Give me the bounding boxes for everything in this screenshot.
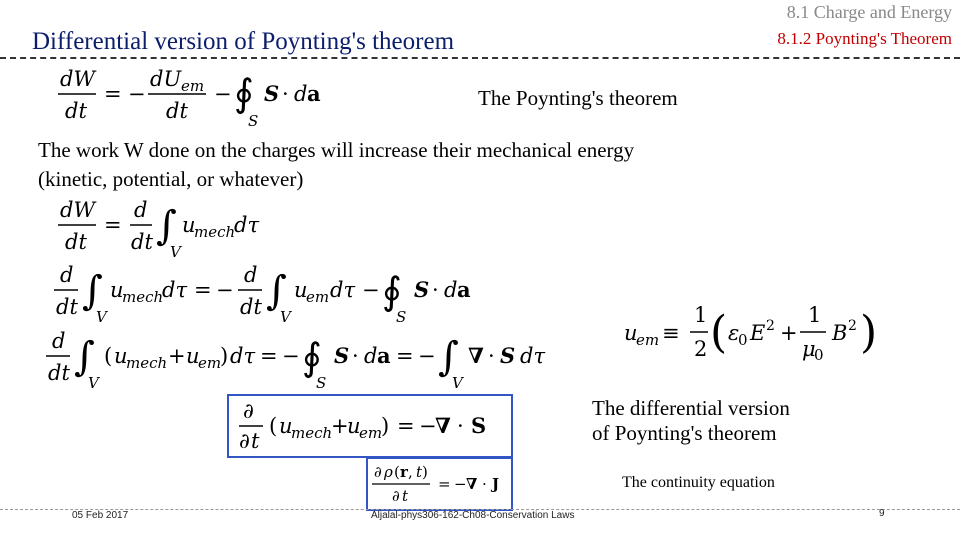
differential-version-caption-line-2: of Poynting's theorem — [592, 421, 777, 445]
svg-text:=: = — [260, 344, 278, 368]
svg-text:+: + — [331, 414, 349, 438]
svg-text:): ) — [381, 414, 390, 438]
svg-text:−: − — [216, 278, 234, 302]
svg-text:u: u — [114, 344, 128, 368]
svg-text:∂: ∂ — [239, 429, 250, 453]
svg-text:S: S — [316, 374, 327, 392]
section-label: 8.1 Charge and Energy — [786, 2, 952, 22]
svg-text:∮: ∮ — [382, 269, 402, 313]
svg-text:S: S — [500, 343, 516, 368]
svg-text:·: · — [457, 414, 464, 438]
svg-text:t: t — [251, 429, 260, 453]
equation-energy-density — [622, 298, 882, 368]
equation-energy-balance — [52, 262, 482, 328]
svg-text:,: , — [408, 463, 413, 481]
svg-text:∂: ∂ — [243, 399, 254, 423]
svg-text:em: em — [359, 424, 383, 442]
svg-text:dt: dt — [65, 230, 87, 254]
svg-text:dτ: dτ — [330, 278, 356, 302]
svg-text:·: · — [352, 344, 359, 368]
svg-text:u: u — [110, 278, 124, 302]
svg-text:): ) — [422, 463, 428, 481]
svg-text:·: · — [432, 278, 439, 302]
svg-text:V: V — [170, 243, 181, 261]
svg-text:dτ: dτ — [230, 344, 256, 368]
body-text-line-2: (kinetic, potential, or whatever) — [38, 167, 304, 191]
svg-text:J: J — [492, 475, 500, 493]
svg-text:em: em — [181, 77, 205, 95]
svg-text:em: em — [636, 331, 660, 349]
svg-text:=: = — [104, 213, 122, 237]
poynting-theorem-caption: The Poynting's theorem — [478, 86, 678, 110]
svg-text:ε: ε — [728, 321, 740, 345]
footer-course: Aljalal-phys306-162-Ch08-Conservation Laws — [371, 510, 575, 521]
svg-text:dt: dt — [65, 99, 87, 123]
svg-text:2: 2 — [694, 337, 708, 361]
svg-text:∮: ∮ — [234, 71, 254, 115]
svg-text:S: S — [471, 413, 487, 438]
svg-text:V: V — [88, 374, 99, 392]
svg-text:−: − — [418, 344, 436, 368]
svg-text:·: · — [482, 475, 487, 493]
svg-text:∇: ∇ — [435, 413, 451, 438]
svg-text:S: S — [396, 308, 407, 326]
svg-text:d: d — [244, 263, 258, 287]
svg-text:=: = — [396, 344, 414, 368]
svg-text:∫: ∫ — [438, 334, 459, 380]
slide-title: Differential version of Poynting's theorem — [32, 28, 455, 55]
svg-text:dt: dt — [240, 295, 262, 319]
svg-text:−: − — [419, 414, 437, 438]
svg-text:∂: ∂ — [392, 487, 400, 505]
svg-text:dW: dW — [60, 198, 96, 222]
svg-text:=: = — [194, 278, 212, 302]
svg-text:·: · — [488, 344, 495, 368]
equation-integral-form — [44, 328, 564, 394]
svg-text:dτ: dτ — [520, 344, 546, 368]
svg-text:0: 0 — [814, 346, 824, 364]
svg-text:a: a — [457, 277, 471, 302]
svg-text:): ) — [860, 307, 878, 358]
svg-text:V: V — [96, 308, 107, 326]
svg-text:·: · — [282, 82, 289, 106]
svg-text:1: 1 — [694, 303, 708, 327]
svg-text:dτ: dτ — [234, 213, 260, 237]
svg-text:d: d — [294, 82, 308, 106]
svg-text:B: B — [832, 321, 848, 345]
svg-text:−: − — [282, 344, 300, 368]
svg-text:mech: mech — [122, 288, 164, 306]
svg-text:dW: dW — [60, 67, 96, 91]
svg-text:∫: ∫ — [156, 203, 177, 249]
svg-text:∮: ∮ — [302, 335, 322, 379]
body-text — [38, 136, 738, 194]
svg-text:(: ( — [104, 344, 113, 368]
svg-text:dτ: dτ — [162, 278, 188, 302]
svg-text:mech: mech — [291, 424, 333, 442]
svg-text:em: em — [306, 288, 330, 306]
svg-text:em: em — [198, 354, 222, 372]
equation-differential-form — [229, 396, 511, 456]
equation-work-mechanical — [58, 197, 278, 263]
svg-text:dt: dt — [48, 361, 70, 385]
svg-text:0: 0 — [738, 331, 748, 349]
svg-text:∫: ∫ — [266, 268, 287, 314]
svg-text:≡: ≡ — [662, 321, 680, 345]
svg-text:V: V — [280, 308, 291, 326]
svg-text:dt: dt — [166, 99, 188, 123]
svg-text:(: ( — [710, 307, 728, 358]
svg-text:d: d — [134, 198, 148, 222]
svg-text:+: + — [168, 344, 186, 368]
svg-text:1: 1 — [808, 303, 822, 327]
svg-text:d: d — [60, 263, 74, 287]
svg-text:μ: μ — [802, 337, 816, 361]
svg-text:2: 2 — [848, 318, 857, 334]
svg-text:a: a — [307, 81, 321, 106]
svg-text:t: t — [416, 463, 423, 481]
svg-text:u: u — [182, 213, 196, 237]
svg-text:∫: ∫ — [74, 334, 95, 380]
svg-text:S: S — [264, 81, 280, 106]
svg-text:mech: mech — [194, 223, 236, 241]
continuity-equation-caption: The continuity equation — [622, 474, 775, 491]
body-text-line-1: The work W done on the charges will increase their mechanical energy — [38, 138, 635, 162]
svg-text:(: ( — [394, 463, 400, 481]
equation-poynting-theorem — [58, 64, 328, 130]
svg-text:u: u — [347, 414, 361, 438]
svg-text:S: S — [334, 343, 350, 368]
continuity-equation-box — [366, 457, 513, 511]
svg-text:u: u — [624, 321, 638, 345]
svg-text:−: − — [454, 475, 467, 493]
differential-version-caption-line-1: The differential version — [592, 396, 790, 420]
equation-continuity — [368, 459, 511, 509]
differential-equation-box — [227, 394, 513, 458]
svg-text:r: r — [400, 463, 408, 481]
svg-text:(: ( — [269, 414, 278, 438]
header-divider — [0, 57, 960, 59]
svg-text:−: − — [128, 82, 146, 106]
svg-text:dt: dt — [131, 230, 153, 254]
svg-text:=: = — [104, 82, 122, 106]
svg-text:−: − — [214, 82, 232, 106]
svg-text:d: d — [444, 278, 458, 302]
svg-text:d: d — [52, 329, 66, 353]
svg-text:): ) — [220, 344, 229, 368]
svg-text:u: u — [294, 278, 308, 302]
subsection-label: 8.1.2 Poynting's Theorem — [777, 29, 952, 48]
svg-text:ρ: ρ — [384, 463, 393, 481]
svg-text:∇: ∇ — [468, 343, 484, 368]
svg-text:d: d — [364, 344, 378, 368]
svg-text:dt: dt — [56, 295, 78, 319]
svg-text:S: S — [248, 112, 259, 130]
svg-text:V: V — [452, 374, 463, 392]
svg-text:E: E — [750, 321, 766, 345]
svg-text:S: S — [414, 277, 430, 302]
svg-text:=: = — [397, 414, 415, 438]
svg-text:+: + — [780, 321, 798, 345]
svg-text:∇: ∇ — [466, 475, 478, 493]
svg-text:a: a — [377, 343, 391, 368]
svg-text:t: t — [402, 487, 409, 505]
page-number: 9 — [879, 508, 885, 519]
svg-text:−: − — [362, 278, 380, 302]
svg-text:2: 2 — [766, 318, 775, 334]
differential-version-caption — [592, 396, 790, 446]
svg-text:u: u — [279, 414, 293, 438]
svg-text:∂: ∂ — [374, 463, 382, 481]
footer-date: 05 Feb 2017 — [72, 510, 129, 521]
svg-text:=: = — [438, 475, 451, 493]
svg-text:∫: ∫ — [82, 268, 103, 314]
svg-text:dU: dU — [150, 67, 182, 91]
svg-text:u: u — [186, 344, 200, 368]
svg-text:mech: mech — [126, 354, 168, 372]
